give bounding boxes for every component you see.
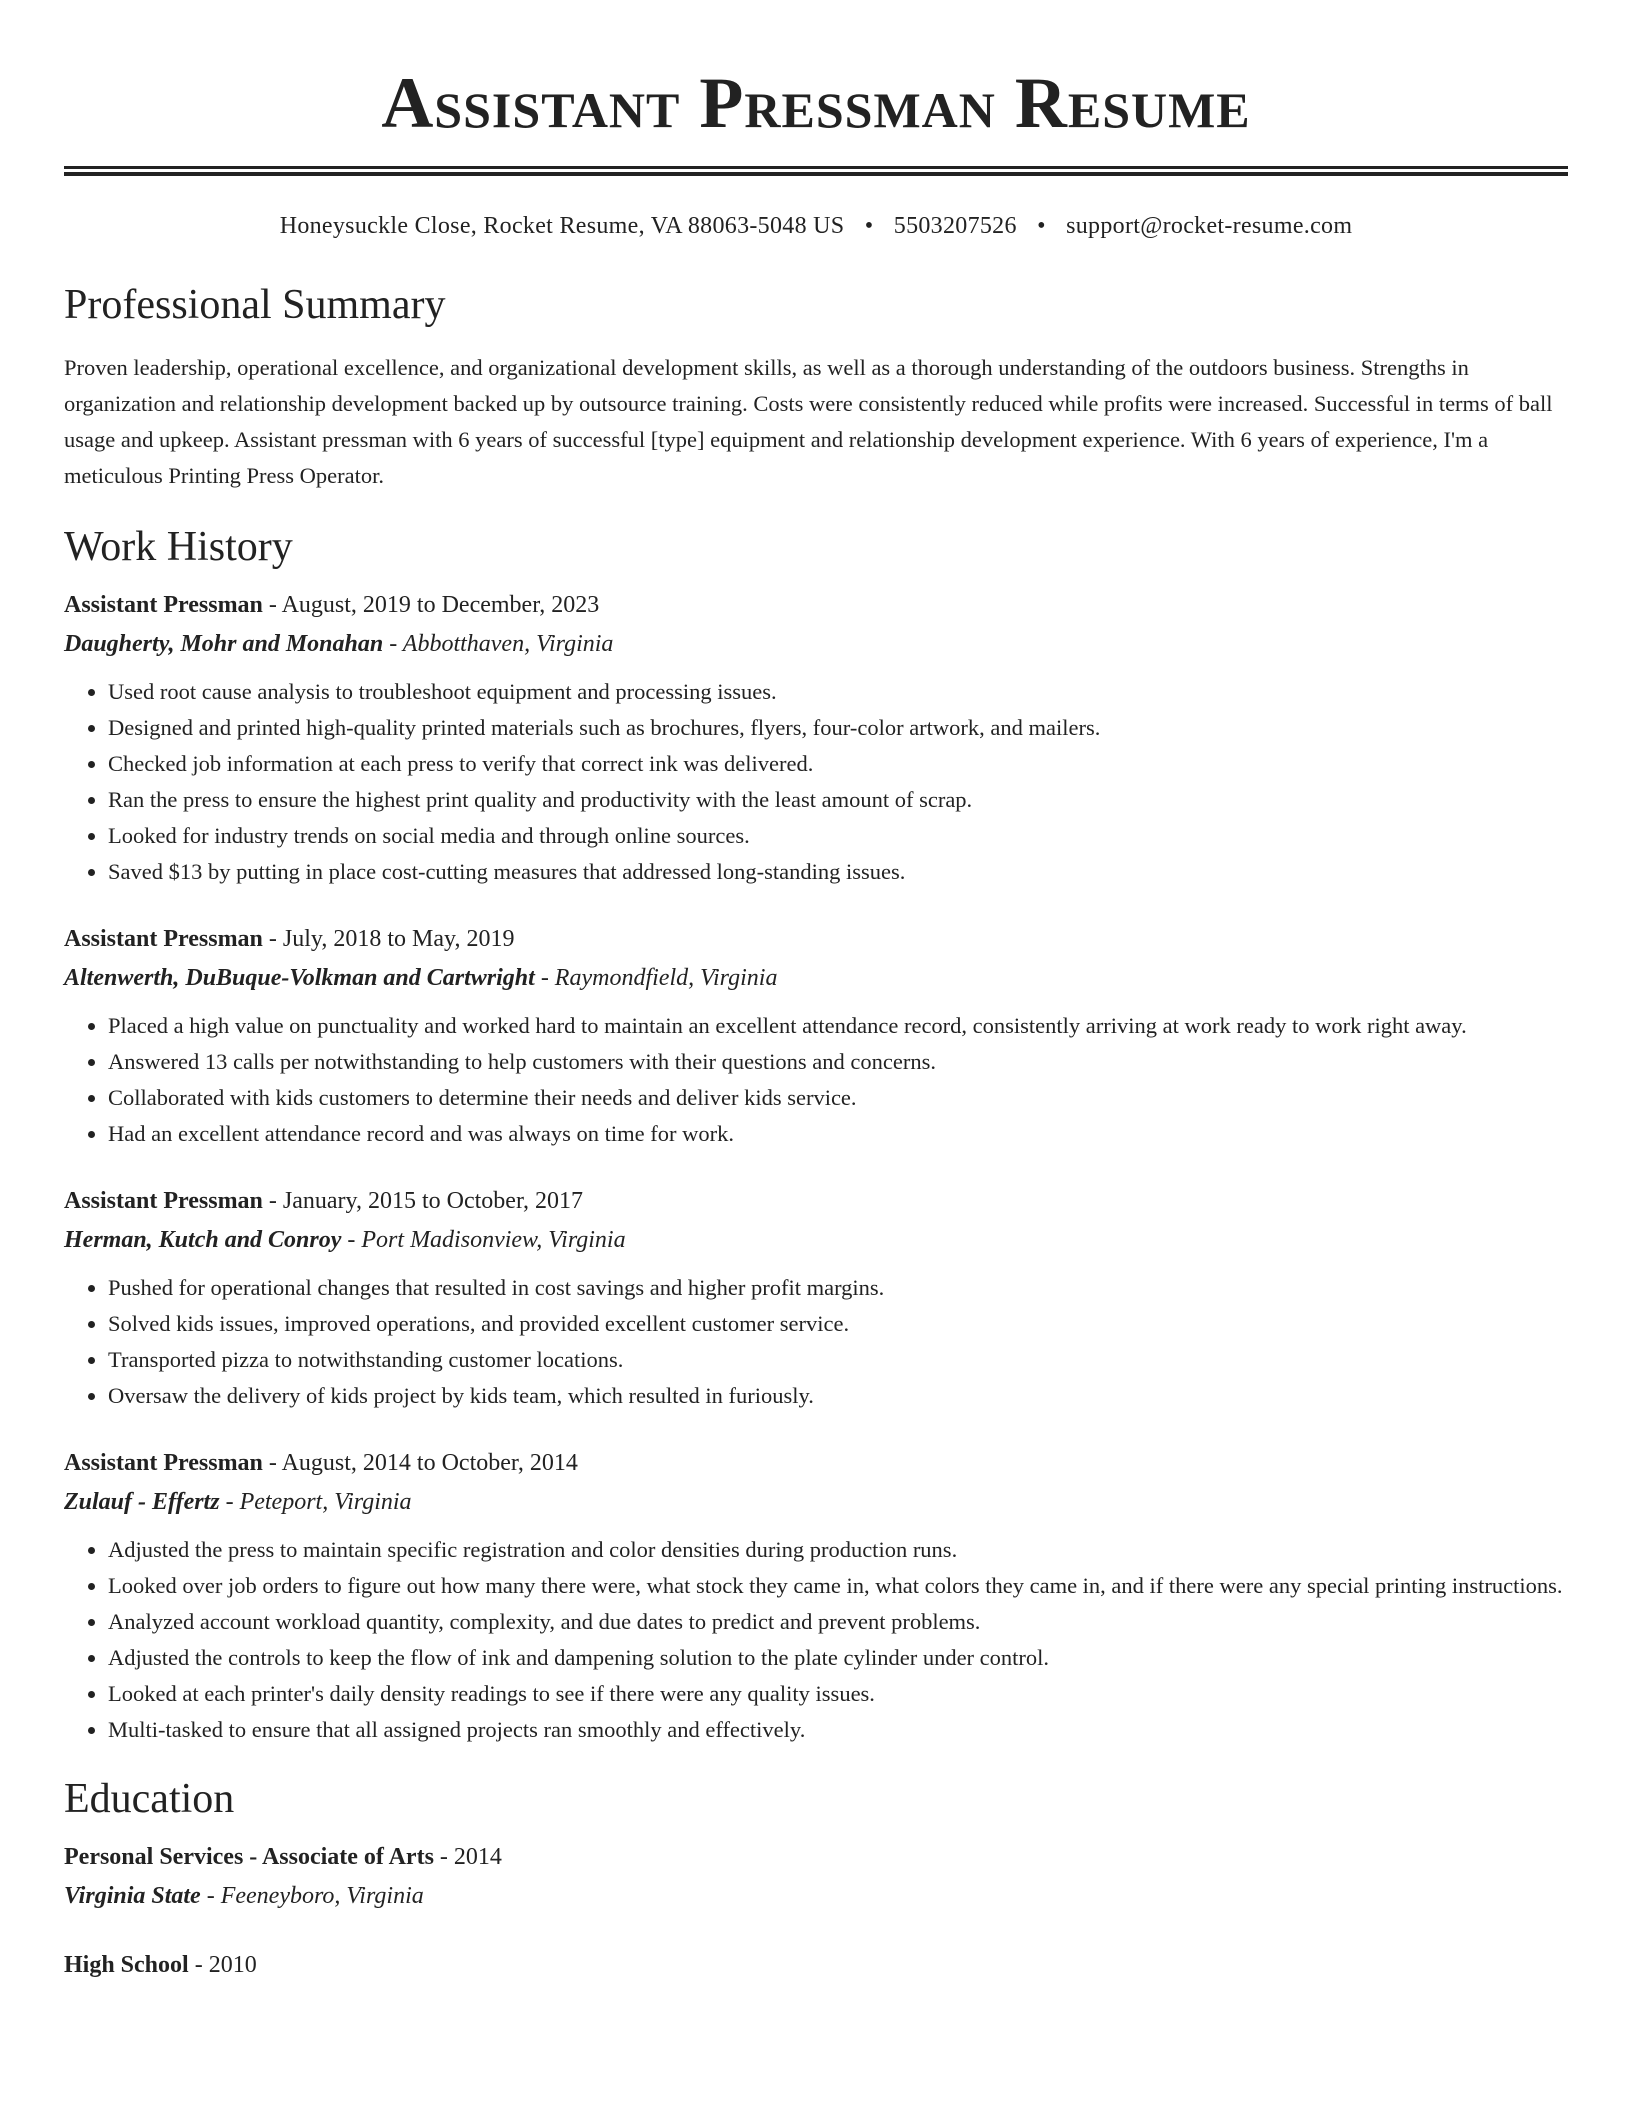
title-divider (64, 166, 1568, 176)
education-heading-line (64, 1946, 1568, 1984)
job-bullet-list (64, 674, 1568, 890)
job-bullet: • Checked job information at each press to verify that correct ink was delivered. (108, 746, 1568, 782)
contact-separator: • (1037, 213, 1046, 239)
job-entry (64, 586, 1568, 890)
job-heading (64, 586, 1568, 624)
education-year: - 2014 (433, 1844, 502, 1870)
education-entry (64, 1946, 1568, 1984)
contact-email[interactable]: support@rocket-resume.com (1066, 213, 1353, 239)
job-entry (64, 920, 1568, 1152)
contact-phone[interactable]: 5503207526 (893, 213, 1017, 239)
summary-text: Proven leadership, operational excellence, and organizational development skills, as well as a thorough understanding of the outdoors business. Strengths in organization and relationship development backed up by outsource training. Costs were consistently reduced while profits were increased. Successful in terms of ball usage and upkeep. Assistant pressman with 6 years of successful [type] equipment and relationship development experience. With 6 years of experience, I'm a meticulous Printing Press Operator. (64, 355, 1553, 488)
education-year: - 2010 (188, 1952, 257, 1978)
job-heading (64, 1444, 1568, 1482)
job-dates: - January, 2015 to October, 2017 (262, 1188, 583, 1214)
job-bullet: • Answered 13 calls per notwithstanding to help customers with their questions and concerns. (108, 1044, 1568, 1080)
work-history-heading: Work History (64, 524, 293, 570)
job-bullet: • Looked over job orders to figure out how many there were, what stock they came in, what colors they came in, and if there were any special printing instructions. (108, 1568, 1568, 1604)
job-company: Daugherty, Mohr and Monahan (64, 631, 384, 657)
job-bullet: • Oversaw the delivery of kids project by kids team, which resulted in furiously. (108, 1378, 1568, 1414)
job-location: - Abbotthaven, Virginia (383, 631, 614, 657)
job-location: - Port Madisonview, Virginia (341, 1227, 626, 1253)
job-bullet: • Ran the press to ensure the highest print quality and productivity with the least amount of scrap. (108, 782, 1568, 818)
job-heading (64, 1182, 1568, 1220)
job-employer (64, 1482, 1568, 1522)
job-company: Zulauf - Effertz (64, 1489, 220, 1515)
job-employer (64, 1220, 1568, 1260)
job-bullet-list (64, 1008, 1568, 1152)
job-dates: - July, 2018 to May, 2019 (262, 926, 515, 952)
education-school-line (64, 1876, 1568, 1916)
job-dates: - August, 2014 to October, 2014 (262, 1450, 578, 1476)
education-entry (64, 1838, 1568, 1916)
job-bullet: • Adjusted the press to maintain specific registration and color densities during production runs. (108, 1532, 1568, 1568)
job-employer (64, 624, 1568, 664)
education-heading-line (64, 1838, 1568, 1876)
resume-page (64, 0, 1568, 1984)
job-role: Assistant Pressman (64, 1450, 263, 1476)
contact-address: Honeysuckle Close, Rocket Resume, VA 88063-5048 US (279, 213, 845, 239)
job-bullet: • Used root cause analysis to troubleshoot equipment and processing issues. (108, 674, 1568, 710)
job-heading (64, 920, 1568, 958)
contact-line (64, 210, 1568, 242)
job-bullet: • Pushed for operational changes that resulted in cost savings and higher profit margins. (108, 1270, 1568, 1306)
job-bullet: • Looked for industry trends on social media and through online sources. (108, 818, 1568, 854)
education-degree: High School (64, 1952, 189, 1978)
job-bullet: • Designed and printed high-quality printed materials such as brochures, flyers, four-color artwork, and mailers. (108, 710, 1568, 746)
education-location: - Feeneyboro, Virginia (200, 1883, 424, 1909)
job-bullet: • Transported pizza to notwithstanding customer locations. (108, 1342, 1568, 1378)
contact-separator: • (864, 213, 874, 239)
job-entry (64, 1182, 1568, 1414)
job-bullet: • Saved $13 by putting in place cost-cutting measures that addressed long-standing issues. (108, 854, 1568, 890)
job-location: - Peteport, Virginia (219, 1489, 412, 1515)
job-bullet: • Placed a high value on punctuality and worked hard to maintain an excellent attendance record, consistently arriving at work ready to work right away. (108, 1008, 1568, 1044)
job-role: Assistant Pressman (64, 926, 263, 952)
job-bullet: • Solved kids issues, improved operations, and provided excellent customer service. (108, 1306, 1568, 1342)
job-bullet-list (64, 1270, 1568, 1414)
job-location: - Raymondfield, Virginia (534, 965, 778, 991)
education-list (64, 1838, 1568, 1984)
education-heading: Education (64, 1776, 235, 1822)
job-role: Assistant Pressman (64, 1188, 263, 1214)
job-entry (64, 1444, 1568, 1748)
education-degree: Personal Services - Associate of Arts (64, 1844, 434, 1870)
education-school: Virginia State (64, 1883, 201, 1909)
job-bullet: • Adjusted the controls to keep the flow of ink and dampening solution to the plate cylinder under control. (108, 1640, 1568, 1676)
job-bullet-list (64, 1532, 1568, 1748)
job-bullet: • Collaborated with kids customers to determine their needs and deliver kids service. (108, 1080, 1568, 1116)
summary-heading: Professional Summary (64, 282, 446, 328)
work-history-list (64, 586, 1568, 1748)
job-role: Assistant Pressman (64, 592, 263, 618)
job-company: Herman, Kutch and Conroy (64, 1227, 342, 1253)
job-dates: - August, 2019 to December, 2023 (262, 592, 600, 618)
job-bullet: • Had an excellent attendance record and was always on time for work. (108, 1116, 1568, 1152)
job-bullet: • Looked at each printer's daily density readings to see if there were any quality issues. (108, 1676, 1568, 1712)
resume-title: Assistant Pressman Resume (381, 63, 1251, 143)
job-employer (64, 958, 1568, 998)
job-bullet: • Analyzed account workload quantity, complexity, and due dates to predict and prevent problems. (108, 1604, 1568, 1640)
job-bullet: • Multi-tasked to ensure that all assigned projects ran smoothly and effectively. (108, 1712, 1568, 1748)
job-company: Altenwerth, DuBuque-Volkman and Cartwright (64, 965, 535, 991)
